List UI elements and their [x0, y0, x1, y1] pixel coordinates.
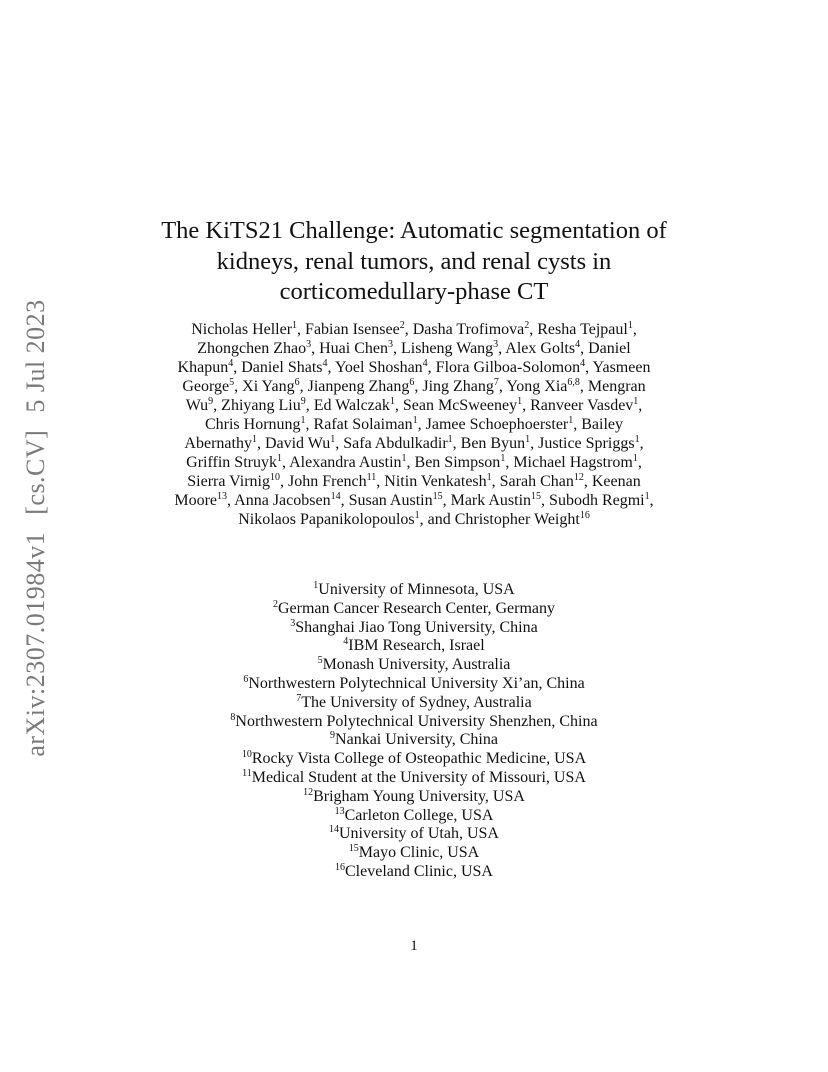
author-name: Ed Walczak [313, 397, 390, 414]
author-affiliation-marker: 1 [633, 396, 639, 407]
affiliation-name: Carleton College, USA [344, 806, 494, 824]
author [537, 321, 633, 338]
affiliation-number: 4 [343, 636, 349, 648]
author-affiliation-marker: 15 [432, 491, 443, 502]
affiliation-number: 7 [296, 692, 302, 704]
author-affiliation-marker: 4 [580, 358, 586, 369]
author-affiliation-marker: 10 [270, 472, 280, 483]
author-name: Sierra Virnig [187, 473, 270, 490]
author-name: Lisheng Wang [400, 340, 494, 357]
author [413, 321, 530, 338]
author-conjunction: and [427, 511, 451, 528]
affiliation-list [150, 581, 678, 882]
author [403, 397, 522, 414]
affiliation [150, 769, 678, 788]
affiliation-number: 1 [313, 580, 319, 591]
author [505, 340, 580, 357]
affiliation-name: Monash University, Australia [322, 656, 511, 674]
author-name: Resha Tejpaul [537, 321, 628, 338]
author-name: Subodh Regmi [549, 492, 645, 509]
affiliation-name: Northwestern Polytechnical University Shenzhen, China [235, 712, 598, 730]
author-name: Safa Abdulkadir [343, 435, 448, 452]
author-name: Christopher Weight [454, 511, 580, 528]
affiliation [150, 788, 678, 807]
author-name: Ben Simpson [414, 454, 501, 471]
author-affiliation-marker: 1 [414, 510, 420, 521]
affiliation-name: Cleveland Clinic, USA [345, 862, 493, 880]
author-name: John French [288, 473, 367, 490]
author-affiliation-marker: 2 [399, 320, 405, 331]
affiliation-name: Mayo Clinic, USA [358, 844, 480, 862]
affiliation [150, 863, 678, 882]
affiliation-number: 12 [303, 786, 314, 798]
arxiv-id: arXiv:2307.01984v1 [21, 531, 50, 757]
author [241, 359, 327, 376]
affiliation [150, 637, 678, 656]
author-name: Anna Jacobsen [234, 492, 331, 509]
affiliation [150, 713, 678, 732]
author-name: Daniel Shats [241, 359, 323, 376]
affiliation-number: 9 [330, 730, 336, 742]
affiliation [150, 656, 678, 675]
arxiv-category: [cs.CV] [21, 429, 50, 515]
author-name: Keenan Moore [174, 473, 641, 509]
author-affiliation-marker: 3 [493, 339, 499, 350]
author-affiliation-marker: 16 [579, 510, 590, 521]
author-affiliation-marker: 4 [422, 358, 428, 369]
affiliation-number: 16 [335, 861, 345, 873]
affiliation [150, 825, 678, 844]
author-name: Yoel Shoshan [334, 359, 423, 376]
arxiv-identifier-stamp [21, 294, 51, 761]
author-name: Bailey Abernathy [184, 416, 624, 452]
affiliation-number: 2 [272, 598, 278, 610]
author-name: Sean McSweeney [402, 397, 518, 414]
author-name: Ben Byun [460, 435, 526, 452]
author-name: Yasmeen George [182, 359, 651, 395]
affiliation-number: 13 [334, 805, 345, 817]
author-name: Xi Yang [242, 378, 295, 395]
author-name: Flora Gilboa-Solomon [435, 359, 581, 376]
affiliation [150, 731, 678, 750]
affiliation-name: The University of Sydney, Australia [301, 693, 532, 711]
affiliation-name: Brigham Young University, USA [313, 787, 525, 805]
author-name: David Wu [264, 435, 331, 452]
author-name: Mengran Wu [185, 378, 646, 414]
author-affiliation-marker: 1 [330, 434, 336, 445]
affiliation-number: 15 [348, 843, 359, 855]
affiliation-name: Nankai University, China [335, 731, 498, 749]
author-affiliation-marker: 1 [568, 415, 574, 426]
affiliation [150, 844, 678, 863]
author-name: Michael Hagstrom [513, 454, 633, 471]
author-name: Zhiyang Liu [221, 397, 301, 414]
author-name: Ranveer Vasdev [530, 397, 634, 414]
author-affiliation-marker: 1 [292, 320, 298, 331]
author-name: Chris Hornung [204, 416, 301, 433]
author [500, 473, 584, 490]
author-name: Yong Xia [506, 378, 568, 395]
author-affiliation-marker: 11 [366, 472, 377, 483]
author [513, 454, 638, 471]
author-name: Justice Spriggs [538, 435, 635, 452]
affiliation [150, 750, 678, 769]
author-name: Nicholas Heller [191, 321, 293, 338]
author-name: Daniel Khapun [177, 340, 631, 376]
author-name: Zhongchen Zhao [197, 340, 307, 357]
affiliation-number: 8 [230, 711, 236, 723]
author-affiliation-marker: 1 [276, 453, 282, 464]
affiliation [150, 581, 678, 600]
author-affiliation-marker: 1 [251, 434, 257, 445]
author [343, 435, 452, 452]
author-name: Rafat Solaiman [313, 416, 413, 433]
author-affiliation-marker: 1 [644, 491, 650, 502]
affiliation-name: Medical Student at the University of Missouri, USA [251, 768, 586, 786]
author-affiliation-marker: 1 [517, 396, 523, 407]
author [451, 492, 541, 509]
author-affiliation-marker: 2 [524, 320, 530, 331]
author [461, 435, 530, 452]
author [314, 416, 418, 433]
author-name: Nitin Venkatesh [384, 473, 487, 490]
author-affiliation-marker: 1 [412, 415, 418, 426]
author [265, 435, 335, 452]
author-affiliation-marker: 1 [634, 434, 640, 445]
author-name: Huai Chen [319, 340, 388, 357]
author [191, 321, 297, 338]
author-list: Nicholas Heller$^1$, Fabian Isensee$^2$, Dasha Trofimova$^2$, Resha Tejpaul$^1$, Zhongchen Zhao$^3$, Huai Chen$^3$, Lisheng Wang$^3$, Alex Golts$^4$, Daniel Khapun$^4$, Daniel Shats$^4$, Yoel Shoshan$^4$, Flora Gilboa-Solomon$^4$, Yasmeen George$^5$, Xi Yang$^6$, Jianpeng Zhang$^6$, Jing Zhang$^7$, Yong Xia$^{6,8}$, Mengran Wu$^9$, Zhiyang Liu$^9$, Ed Walczak$^1$, Sean McSweeney$^1$, Ranveer Vasdev$^1$, Chris Hornung$^1$, Rafat Solaiman$^1$, Jamee Schoephoerster$^1$, Bailey Abernathy$^1$, David Wu$^1$, Safa Abdulkadir$^1$, Ben Byun$^1$, Justice Spriggs$^1$, Griffin Struyk$^1$, Alexandra Austin$^1$, Ben Simpson$^1$, Michael Hagstrom$^1$, Sierra Virnig$^{10}$, John French$^{11}$, Nitin Venkatesh$^1$, Sarah Chan$^{12}$, Keenan Moore$^{13}$, Anna Jacobsen$^{14}$, Susan Austin$^{15}$, Mark Austin$^{15}$, Subodh Regmi$^1$, Nikolaos Papanikolopoulos$^1$, and Christopher Weight$^{16}$ [174, 320, 654, 528]
affiliation [150, 600, 678, 619]
author-affiliation-marker: 1 [500, 453, 506, 464]
author-name: Dasha Trofimova [412, 321, 525, 338]
page-number: 1 [410, 938, 418, 954]
author-affiliation-marker: 15 [531, 491, 542, 502]
author [349, 492, 443, 509]
author-affiliation-marker: 6 [294, 377, 300, 388]
author-affiliation-marker: 1 [401, 453, 407, 464]
author [234, 492, 340, 509]
author-affiliation-marker: 12 [573, 472, 584, 483]
affiliation-number: 14 [329, 824, 339, 836]
author-name: Nikolaos Papanikolopoulos [238, 511, 415, 528]
affiliation-number: 3 [290, 617, 296, 629]
affiliation [150, 694, 678, 713]
author-affiliation-marker: 1 [300, 415, 306, 426]
author [422, 378, 499, 395]
affiliation-name: Shanghai Jiao Tong University, China [295, 618, 538, 636]
author-affiliation-marker: 1 [525, 434, 531, 445]
author [186, 454, 282, 471]
author-affiliation-marker: 1 [632, 453, 638, 464]
arxiv-date: 5 Jul 2023 [21, 299, 50, 413]
author-name: Fabian Isensee [305, 321, 400, 338]
author [242, 378, 299, 395]
author-affiliation-marker: 5 [229, 377, 235, 388]
author [187, 473, 280, 490]
author-affiliation-marker: 4 [575, 339, 581, 350]
author [238, 511, 419, 528]
author-affiliation-marker: 6,8 [567, 377, 580, 388]
affiliation-name: German Cancer Research Center, Germany [277, 599, 555, 617]
author-affiliation-marker: 9 [208, 396, 214, 407]
author [506, 378, 580, 395]
author-name: Sarah Chan [499, 473, 574, 490]
author-affiliation-marker: 1 [627, 320, 633, 331]
author-name: Alex Golts [505, 340, 576, 357]
affiliation-number: 6 [243, 673, 249, 685]
author-name: Jianpeng Zhang [307, 378, 410, 395]
author [436, 359, 585, 376]
author [384, 473, 491, 490]
author-affiliation-marker: 4 [228, 358, 234, 369]
author-name: Alexandra Austin [289, 454, 402, 471]
author [335, 359, 428, 376]
affiliation-number: 5 [317, 655, 323, 667]
author-affiliation-marker: 7 [493, 377, 499, 388]
affiliation-name: University of Minnesota, USA [318, 581, 515, 598]
affiliation [150, 619, 678, 638]
author-affiliation-marker: 4 [322, 358, 328, 369]
author-name: Griffin Struyk [186, 454, 277, 471]
affiliation-name: Northwestern Polytechnical University Xi’an, China [248, 674, 585, 692]
author [538, 435, 639, 452]
author [197, 340, 311, 357]
author [319, 340, 393, 357]
affiliation-name: IBM Research, Israel [348, 637, 485, 655]
author-affiliation-marker: 9 [300, 396, 306, 407]
author [288, 473, 376, 490]
author-name: Jamee Schoephoerster [425, 416, 569, 433]
author [289, 454, 406, 471]
author [205, 416, 306, 433]
author-affiliation-marker: 6 [409, 377, 415, 388]
paper-title: The KiTS21 Challenge: Automatic segmentation of kidneys, renal tumors, and renal cysts in corticomedullary-phase CT [161, 217, 667, 305]
affiliation-name: University of Utah, USA [339, 825, 499, 843]
author [549, 492, 650, 509]
author [426, 416, 574, 433]
affiliation [150, 807, 678, 826]
author [308, 378, 415, 395]
author [401, 340, 498, 357]
author [221, 397, 306, 414]
author-affiliation-marker: 3 [387, 339, 393, 350]
author [415, 454, 506, 471]
author-affiliation-marker: 14 [330, 491, 341, 502]
author [455, 511, 590, 528]
author [314, 397, 395, 414]
author-affiliation-marker: 1 [486, 472, 492, 483]
affiliation-number: 10 [241, 749, 252, 761]
author [305, 321, 405, 338]
author-affiliation-marker: 13 [217, 491, 228, 502]
affiliation-number: 11 [242, 767, 252, 779]
author-affiliation-marker: 3 [306, 339, 312, 350]
author [530, 397, 638, 414]
author-affiliation-marker: 1 [447, 434, 453, 445]
author-affiliation-marker: 1 [389, 396, 395, 407]
affiliation [150, 675, 678, 694]
author-name: Jing Zhang [422, 378, 494, 395]
author-name: Mark Austin [450, 492, 532, 509]
author-name: Susan Austin [348, 492, 433, 509]
affiliation-name: Rocky Vista College of Osteopathic Medicine, USA [251, 750, 587, 768]
